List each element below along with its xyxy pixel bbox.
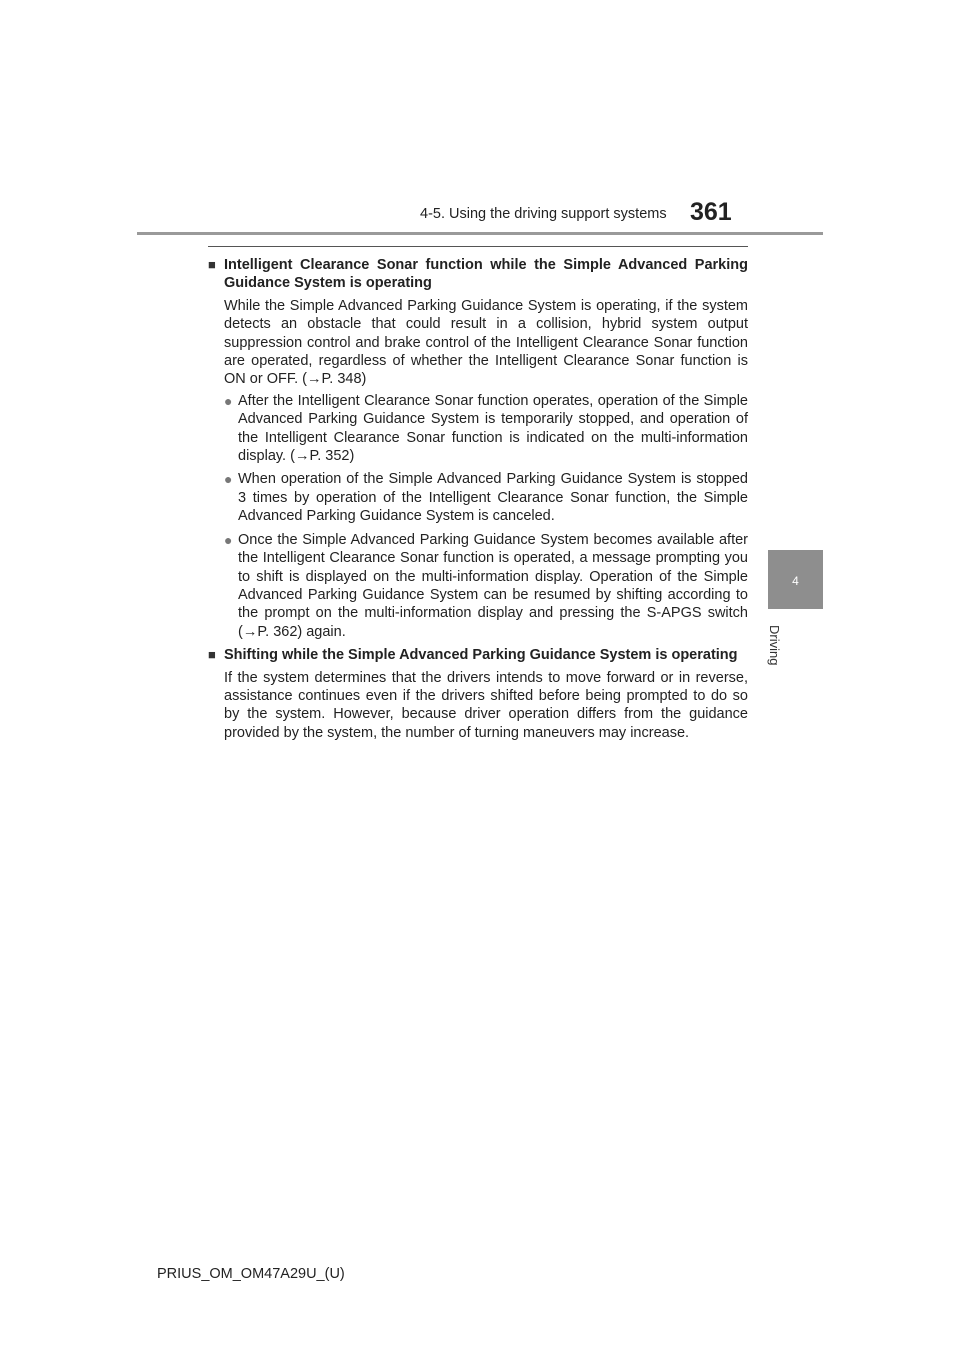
list-item (224, 470, 748, 525)
content-rule (208, 246, 748, 247)
square-bullet-icon: ■ (208, 257, 216, 272)
section1-heading (208, 256, 748, 293)
section2-heading (208, 646, 748, 664)
circle-bullet-icon: ● (224, 471, 233, 488)
model-code: PRIUS_OM_OM47A29U_(U) (157, 1266, 345, 1282)
circle-bullet-icon: ● (224, 531, 233, 548)
header-rule (137, 232, 823, 235)
section2-heading-text: Shifting while the Simple Advanced Parking Guidance System is operating (224, 647, 738, 664)
list-item-text: Once the Simple Advanced Parking Guidance System becomes available after the Intelligent Clearance Sonar function is operated, a message prompting you to shift is displayed on the multi-information display. Operation of the Simple Advanced Parking Guidance System can be resumed by shifting according to the prompt on the multi-information display and pressing the S-APGS switch (→P. 362) again. (238, 531, 748, 640)
chapter-tab[interactable] (768, 550, 823, 609)
square-bullet-icon: ■ (208, 647, 216, 663)
page-number: 361 (690, 198, 732, 226)
section1-heading-text: Intelligent Clearance Sonar function while the Simple Advanced Parking Guidance System is operating (224, 257, 748, 292)
section1-paragraph: While the Simple Advanced Parking Guidance System is operating, if the system detects an obstacle that could result in a collision, hybrid system output suppression control and brake control of the Intelligent Clearance Sonar function are operated, regardless of whether the Intelligent Clearance Sonar function is ON or OFF. (→P. 348) (224, 297, 748, 388)
page-content (208, 256, 748, 742)
section2-paragraph: If the system determines that the drivers intends to move forward or in reverse, assistance continues even if the drivers shifted before being prompted to do so by the system. However, because driver operation differs from the guidance provided by the system, the number of turning maneuvers may increase. (224, 669, 748, 741)
list-item (224, 531, 748, 641)
chapter-label (762, 625, 786, 685)
section-title: 4-5. Using the driving support systems (420, 206, 667, 222)
chapter-number: 4 (792, 574, 799, 588)
list-item-text: When operation of the Simple Advanced Parking Guidance System is stopped 3 times by operation of the Intelligent Clearance Sonar function, the Simple Advanced Parking Guidance System is canceled. (238, 471, 748, 525)
chapter-label-text: Driving (767, 625, 782, 666)
section1-bullet-list (224, 392, 748, 641)
circle-bullet-icon: ● (224, 392, 233, 409)
list-item (224, 392, 748, 466)
list-item-text: After the Intelligent Clearance Sonar function operates, operation of the Simple Advanced Parking Guidance System is temporarily stopped, and operation of the Intelligent Clearance Sonar function is indicated on the multi-information display. (→P. 352) (238, 392, 748, 465)
